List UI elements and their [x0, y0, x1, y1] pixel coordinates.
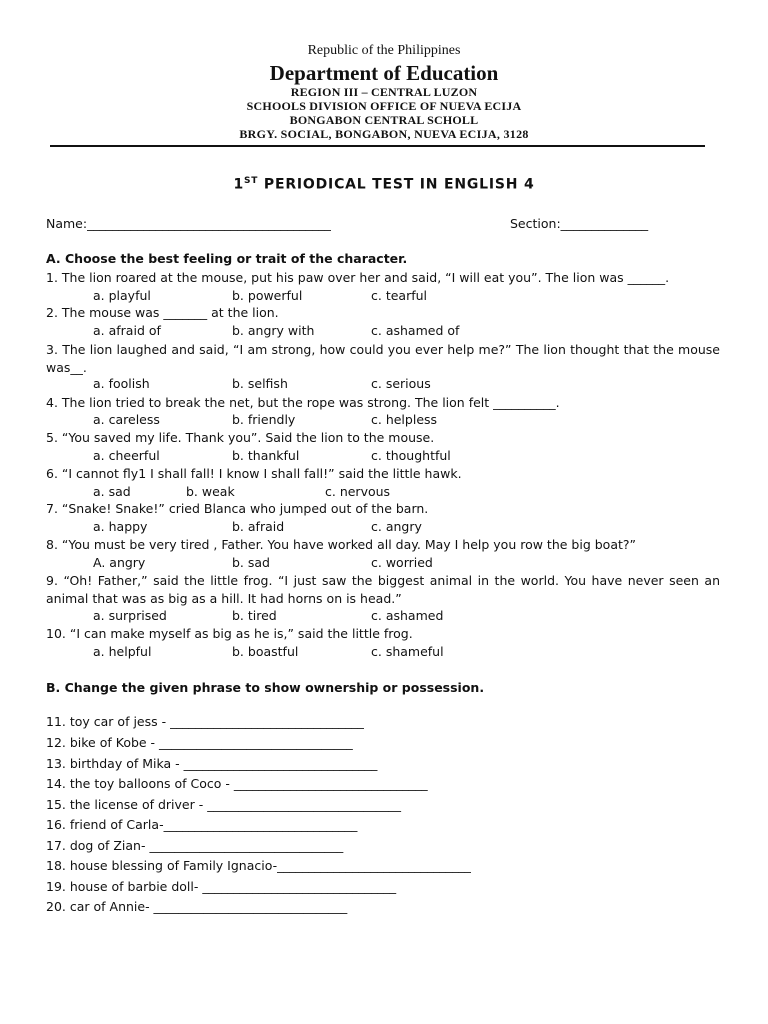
possession-item-16: 16. friend of Carla-_______________________________ [46, 817, 358, 832]
question-3-option-2: b. selfish [232, 376, 288, 391]
question-9-text: 9. “Oh! Father,” said the little frog. “I just saw the biggest animal in the world. You have never seen an animal that was as big as a hill. It had horns on is head.” [46, 573, 720, 606]
question-5-text: 5. “You saved my life. Thank you”. Said the lion to the mouse. [46, 430, 435, 445]
possession-item-18: 18. house blessing of Family Ignacio-_______________________________ [46, 858, 471, 873]
question-9-option-3: c. ashamed [371, 608, 444, 623]
region-line: REGION III – CENTRAL LUZON [290, 85, 478, 99]
header-divider [50, 145, 705, 147]
question-5-option-3: c. thoughtful [371, 448, 451, 463]
question-2-option-3: c. ashamed of [371, 323, 460, 338]
question-10-option-2: b. boastful [232, 644, 299, 659]
question-3-text: 3. The lion laughed and said, “I am strong, how could you ever help me?” The lion thought that the mouse was__. [46, 342, 720, 375]
question-5-option-1: a. cheerful [93, 448, 160, 463]
possession-item-12: 12. bike of Kobe - _______________________________ [46, 735, 353, 750]
question-2-option-1: a. afraid of [93, 323, 161, 338]
part-b-heading: B. Change the given phrase to show ownership or possession. [46, 680, 485, 695]
question-6-option-1: a. sad [93, 484, 131, 499]
question-3-option-1: a. foolish [93, 376, 150, 391]
question-9-option-2: b. tired [232, 608, 277, 623]
address-line: BRGY. SOCIAL, BONGABON, NUEVA ECIJA, 3128 [239, 127, 529, 141]
possession-item-17: 17. dog of Zian- _______________________________ [46, 838, 344, 853]
division-line: SCHOOLS DIVISION OFFICE OF NUEVA ECIJA [246, 99, 522, 113]
question-6-option-2: b. weak [186, 484, 235, 499]
question-10-option-3: c. shameful [371, 644, 444, 659]
possession-item-15: 15. the license of driver - _______________________________ [46, 797, 401, 812]
question-2-option-2: b. angry with [232, 323, 315, 338]
question-9-option-1: a. surprised [93, 608, 167, 623]
title-superscript: ST [244, 176, 259, 186]
question-10-text: 10. “I can make myself as big as he is,” said the little frog. [46, 626, 413, 641]
question-6-text: 6. “I cannot fly1 I shall fall! I know I shall fall!” said the little hawk. [46, 466, 462, 481]
question-4-option-2: b. friendly [232, 412, 296, 427]
test-title [0, 176, 768, 193]
question-4-text: 4. The lion tried to break the net, but the rope was strong. The lion felt __________. [46, 395, 560, 410]
possession-item-19: 19. house of barbie doll- _______________________________ [46, 879, 397, 894]
title-number: 1 [233, 176, 245, 193]
republic-line: Republic of the Philippines [307, 43, 461, 58]
question-7-text: 7. “Snake! Snake!” cried Blanca who jumped out of the barn. [46, 501, 429, 516]
question-1-option-2: b. powerful [232, 288, 303, 303]
question-4-option-1: a. careless [93, 412, 160, 427]
question-8-option-2: b. sad [232, 555, 270, 570]
department-title: Department of Education [269, 61, 499, 85]
question-1-option-3: c. tearful [371, 288, 428, 303]
question-8-option-3: c. worried [371, 555, 433, 570]
question-8-text: 8. “You must be very tired , Father. You have worked all day. May I help you row the big boat?” [46, 537, 636, 552]
section-field: Section:______________ [510, 216, 649, 231]
possession-item-11: 11. toy car of jess - _______________________________ [46, 714, 364, 729]
question-7-option-3: c. angry [371, 519, 422, 534]
question-4-option-3: c. helpless [371, 412, 438, 427]
possession-item-20: 20. car of Annie- _______________________________ [46, 899, 348, 914]
question-5-option-2: b. thankful [232, 448, 300, 463]
question-6-option-3: c. nervous [325, 484, 391, 499]
possession-item-13: 13. birthday of Mika - _______________________________ [46, 756, 378, 771]
question-2-text: 2. The mouse was _______ at the lion. [46, 305, 279, 320]
possession-item-14: 14. the toy balloons of Coco - _______________________________ [46, 776, 428, 791]
question-10-option-1: a. helpful [93, 644, 152, 659]
question-1-text: 1. The lion roared at the mouse, put his paw over her and said, “I will eat you”. The lion was ______. [46, 270, 670, 285]
question-1-option-1: a. playful [93, 288, 151, 303]
title-text: PERIODICAL TEST IN ENGLISH 4 [258, 176, 535, 193]
question-7-option-1: a. happy [93, 519, 148, 534]
question-7-option-2: b. afraid [232, 519, 285, 534]
school-line: BONGABON CENTRAL SCHOLL [289, 113, 479, 127]
part-a-heading: A. Choose the best feeling or trait of the character. [46, 251, 408, 266]
question-3-option-3: c. serious [371, 376, 431, 391]
question-8-option-1: A. angry [93, 555, 146, 570]
name-field: Name:_______________________________________ [46, 216, 331, 231]
